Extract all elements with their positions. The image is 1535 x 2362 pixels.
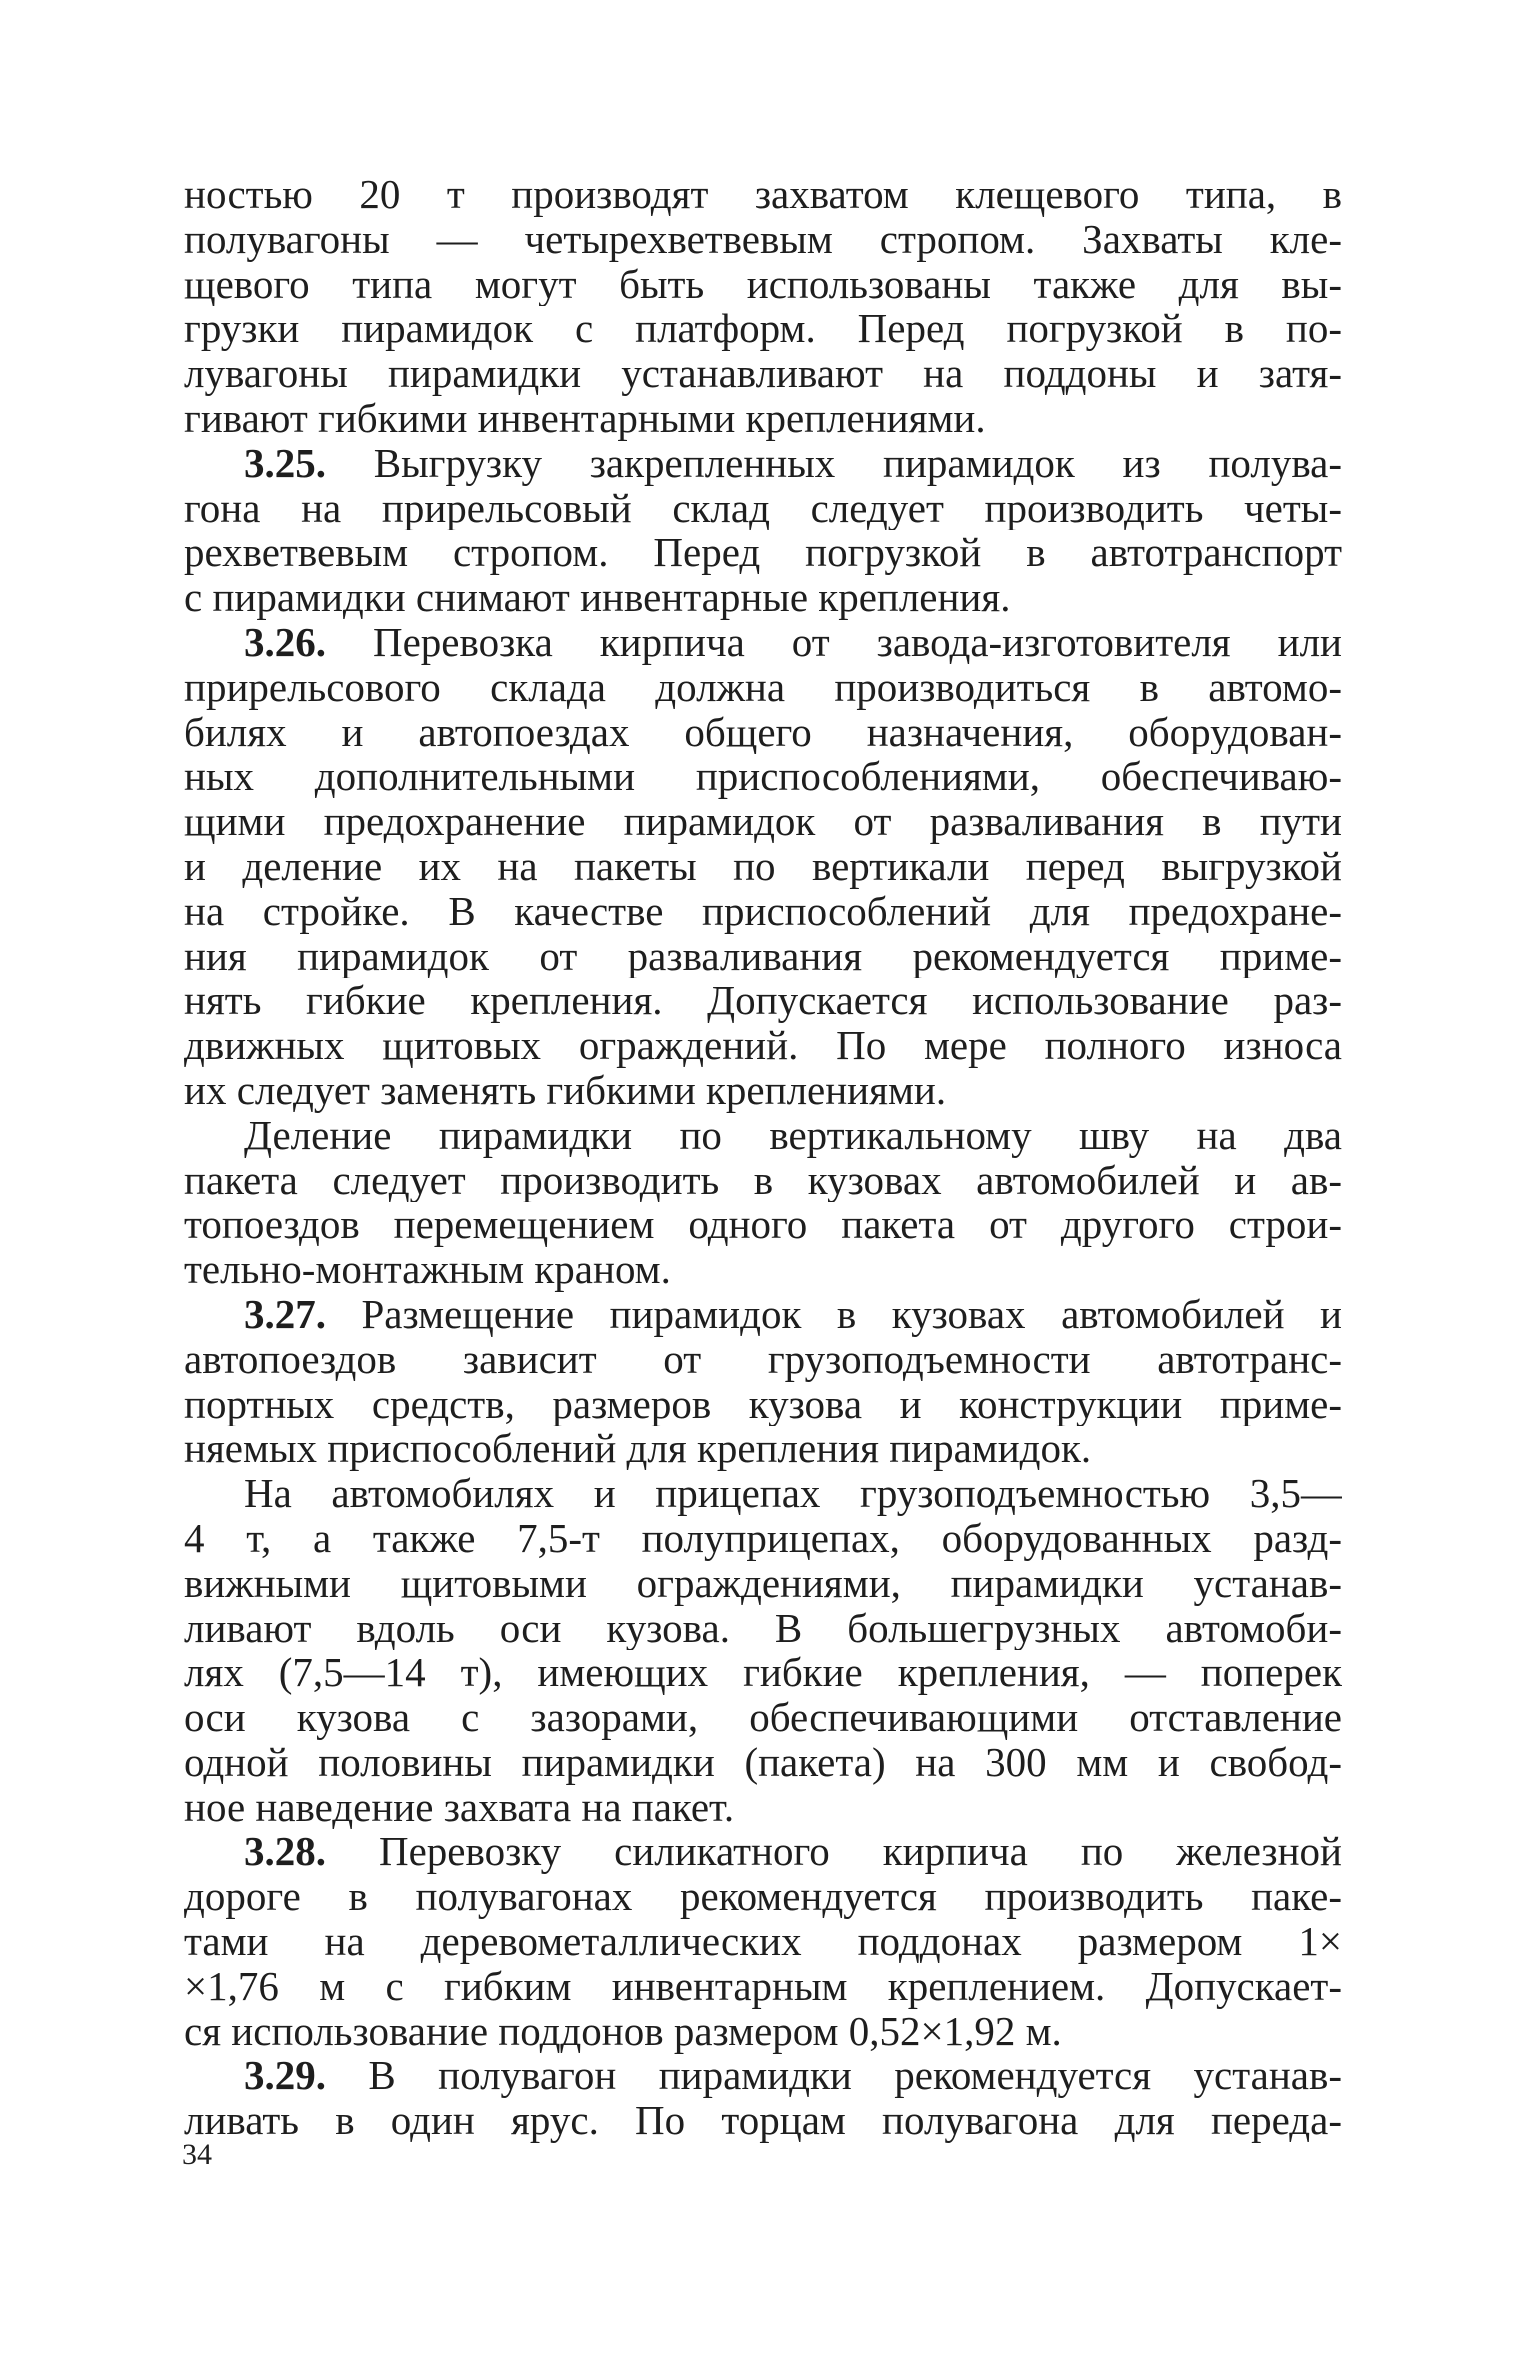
text-line xyxy=(184,754,1342,799)
line-text: Перевозку силикатного кирпича по железной xyxy=(326,1829,1342,1875)
line-text: рехветвевым стропом. Перед погрузкой в автотранспорт xyxy=(184,530,1342,576)
line-text: Перевозка кирпича от завода-изготовителя или xyxy=(326,619,1342,665)
text-line xyxy=(184,1382,1342,1427)
text-line xyxy=(184,486,1342,531)
text-line xyxy=(184,530,1342,575)
section-number: 3.29. xyxy=(244,2053,326,2099)
text-line xyxy=(184,351,1342,396)
line-text: Размещение пирамидок в кузовах автомобилей и xyxy=(326,1291,1342,1337)
text-line xyxy=(184,1874,1342,1919)
line-text: 4 т, а также 7,5-т полуприцепах, оборудованных разд- xyxy=(184,1515,1342,1561)
line-text: пакета следует производить в кузовах автомобилей и ав- xyxy=(184,1157,1342,1203)
text-line xyxy=(184,2009,1342,2054)
text-line xyxy=(184,1247,1342,1292)
page-number: 34 xyxy=(182,2138,212,2171)
text-line xyxy=(184,889,1342,934)
text-line xyxy=(184,1023,1342,1068)
line-text: ливать в один ярус. По торцам полувагона для переда- xyxy=(184,2098,1342,2144)
text-line xyxy=(184,710,1342,755)
line-text: ных дополнительными приспособлениями, обеспечиваю- xyxy=(184,754,1342,800)
line-text: гивают гибкими инвентарными креплениями. xyxy=(184,394,986,441)
section-number: 3.28. xyxy=(244,1829,326,1875)
text-line xyxy=(184,1337,1342,1382)
line-text: с пирамидки снимают инвентарные крепления. xyxy=(184,574,1011,621)
text-line xyxy=(184,1606,1342,1651)
line-text: щими предохранение пирамидок от разваливания в пути xyxy=(184,799,1342,844)
text-line xyxy=(184,1740,1342,1785)
line-text: В полувагон пирамидки рекомендуется устанав- xyxy=(326,2053,1342,2099)
line-text: лях (7,5—14 т), имеющих гибкие крепления, — поперек xyxy=(184,1650,1342,1696)
line-text: билях и автопоездах общего назначения, оборудован- xyxy=(184,709,1342,755)
text-line xyxy=(184,1561,1342,1606)
line-text: вижными щитовыми ограждениями, пирамидки устанав- xyxy=(184,1560,1342,1606)
line-text: ностью 20 т производят захватом клещевого типа, в xyxy=(184,172,1342,217)
text-line xyxy=(184,306,1342,351)
line-text: гона на прирельсовый склад следует производить четы- xyxy=(184,485,1342,531)
text-line xyxy=(184,1113,1342,1158)
text-line xyxy=(184,217,1342,262)
text-line xyxy=(184,1964,1342,2009)
text-line xyxy=(184,799,1342,844)
line-text: щевого типа могут быть использованы также для вы- xyxy=(184,261,1342,307)
line-text: автопоездов зависит от грузоподъемности автотранс- xyxy=(184,1336,1342,1382)
text-line xyxy=(184,665,1342,710)
line-text: грузки пирамидок с платформ. Перед погрузкой в по- xyxy=(184,306,1342,352)
text-line xyxy=(184,2053,1342,2098)
text-line xyxy=(184,1068,1342,1113)
line-text: прирельсового склада должна производиться в автомо- xyxy=(184,664,1342,710)
line-text: полувагоны — четырехветвевым стропом. Захваты кле- xyxy=(184,216,1342,262)
line-text: и деление их на пакеты по вертикали перед выгрузкой xyxy=(184,843,1342,889)
body-text xyxy=(184,172,1342,2143)
line-text: ное наведение захвата на пакет. xyxy=(184,1783,735,1830)
line-text: На автомобилях и прицепах грузоподъемностью 3,5— xyxy=(244,1471,1342,1516)
line-text: тельно-монтажным краном. xyxy=(184,1246,671,1293)
line-text: няемых приспособлений для крепления пирамидок. xyxy=(184,1425,1092,1472)
line-text: их следует заменять гибкими креплениями. xyxy=(184,1066,947,1113)
text-line xyxy=(184,1516,1342,1561)
text-line xyxy=(184,844,1342,889)
section-number: 3.26. xyxy=(244,619,326,665)
text-line xyxy=(184,262,1342,307)
line-text: ливают вдоль оси кузова. В большегрузных автомоби- xyxy=(184,1605,1342,1651)
text-line xyxy=(184,1829,1342,1874)
line-text: одной половины пирамидки (пакета) на 300 мм и свобод- xyxy=(184,1739,1342,1785)
line-text: на стройке. В качестве приспособлений для предохране- xyxy=(184,888,1342,934)
text-line xyxy=(184,934,1342,979)
text-line xyxy=(184,1158,1342,1203)
line-text: портных средств, размеров кузова и конструкции приме- xyxy=(184,1381,1342,1427)
line-text: ния пирамидок от разваливания рекомендуется приме- xyxy=(184,933,1342,979)
text-line xyxy=(184,1919,1342,1964)
line-text: топоездов перемещением одного пакета от другого строи- xyxy=(184,1202,1342,1248)
text-line xyxy=(184,1471,1342,1516)
text-line xyxy=(184,978,1342,1023)
text-line xyxy=(184,620,1342,665)
text-line xyxy=(184,1202,1342,1247)
line-text: лувагоны пирамидки устанавливают на поддоны и затя- xyxy=(184,351,1342,396)
text-line xyxy=(184,441,1342,486)
line-text: нять гибкие крепления. Допускается использование раз- xyxy=(184,978,1342,1024)
text-line xyxy=(184,172,1342,217)
text-line xyxy=(184,2098,1342,2143)
line-text: Деление пирамидки по вертикальному шву на два xyxy=(244,1112,1342,1158)
text-line xyxy=(184,1785,1342,1830)
section-number: 3.25. xyxy=(244,440,326,486)
section-number: 3.27. xyxy=(244,1291,326,1337)
text-line xyxy=(184,575,1342,620)
line-text: тами на деревометаллических поддонах размером 1× xyxy=(184,1919,1342,1964)
line-text: движных щитовых ограждений. По мере полного износа xyxy=(184,1023,1342,1068)
line-text: ×1,76 м с гибким инвентарным креплением. Допускает- xyxy=(184,1963,1342,2009)
line-text: дороге в полувагонах рекомендуется производить паке- xyxy=(184,1874,1342,1920)
text-line xyxy=(184,396,1342,441)
text-line xyxy=(184,1695,1342,1740)
line-text: ся использование поддонов размером 0,52×1,92 м. xyxy=(184,2007,1062,2054)
line-text: Выгрузку закрепленных пирамидок из полува- xyxy=(326,440,1342,486)
line-text: оси кузова с зазорами, обеспечивающими отставление xyxy=(184,1695,1342,1740)
text-line xyxy=(184,1650,1342,1695)
text-line xyxy=(184,1292,1342,1337)
text-line xyxy=(184,1426,1342,1471)
